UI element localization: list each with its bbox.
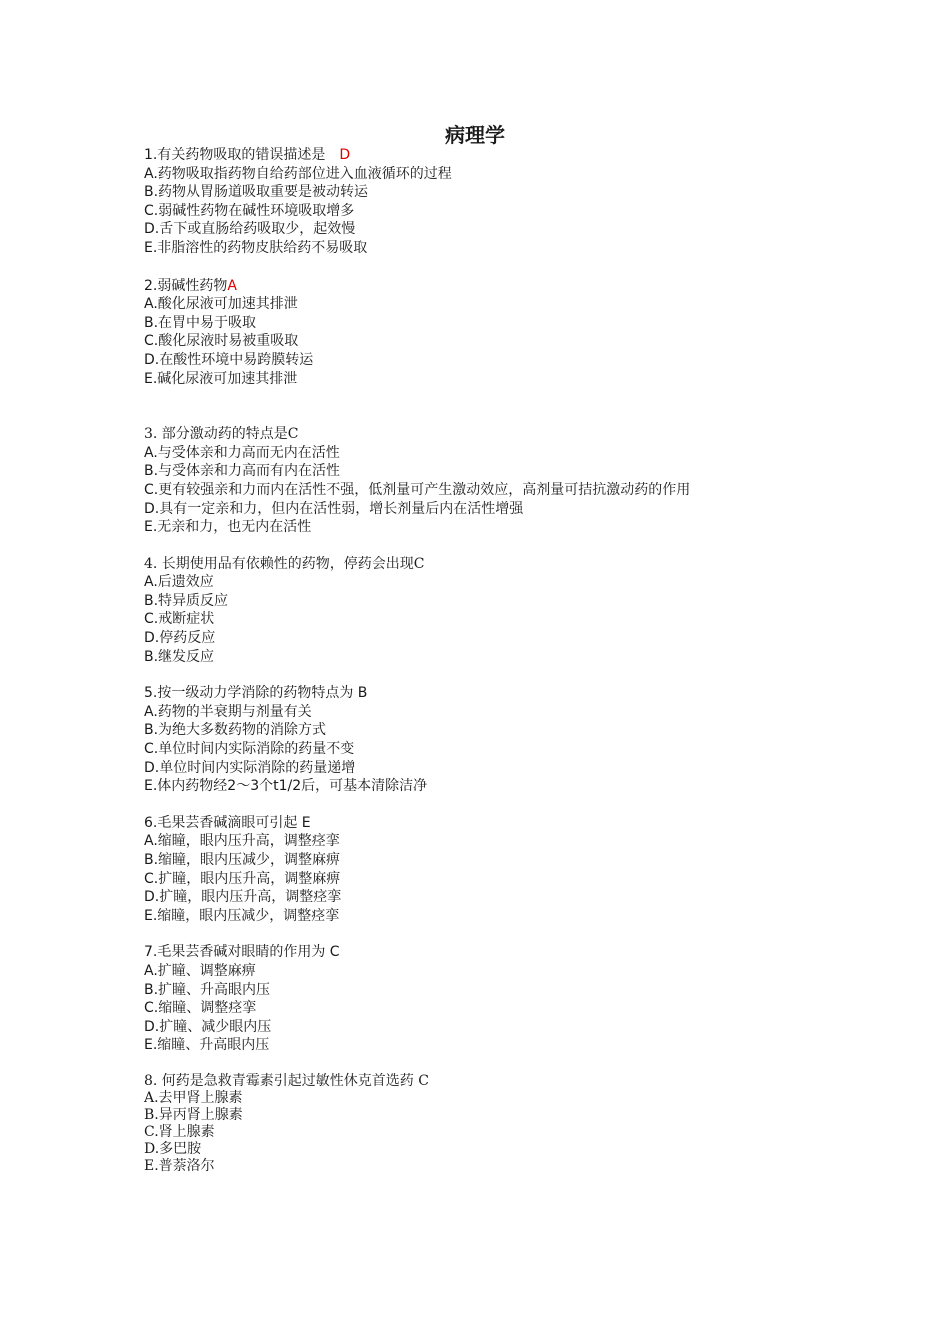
option: B.特异质反应 — [144, 592, 229, 609]
option: B.为绝大多数药物的消除方式 — [144, 722, 327, 739]
option: E.缩瞳，眼内压减少，调整痉挛 — [144, 907, 340, 924]
option: B.与受体亲和力高而有内在活性 — [144, 463, 341, 480]
option: D.单位时间内实际消除的药量递增 — [144, 759, 356, 776]
option: B.继发反应 — [144, 648, 215, 665]
option: C.单位时间内实际消除的药量不变 — [144, 741, 355, 758]
question-6 — [144, 814, 904, 926]
question-1 — [144, 146, 904, 258]
option: E.碱化尿液可加速其排泄 — [144, 370, 298, 387]
question-stem: 7.毛果芸香碱对眼睛的作用为 C — [144, 944, 340, 961]
option: B.在胃中易于吸取 — [144, 314, 257, 331]
option: D.扩瞳、减少眼内压 — [144, 1018, 272, 1035]
question-3 — [144, 425, 904, 537]
option: A.去甲肾上腺素 — [144, 1089, 243, 1106]
option: D.在酸性环境中易跨膜转运 — [144, 351, 314, 368]
answer-mark: D — [339, 147, 351, 163]
option: C.更有较强亲和力而内在活性不强，低剂量可产生激动效应，高剂量可拮抗激动药的作用 — [144, 481, 691, 498]
option: A.扩瞳、调整麻痹 — [144, 962, 256, 979]
option: C.肾上腺素 — [144, 1123, 215, 1140]
question-stem: 1.有关药物吸取的错误描述是 — [144, 147, 326, 163]
question-stem: 8. 何药是急救青霉素引起过敏性休克首选药 C — [144, 1072, 429, 1089]
option: D.具有一定亲和力，但内在活性弱，增长剂量后内在活性增强 — [144, 500, 524, 517]
question-5 — [144, 684, 904, 796]
option: E.无亲和力，也无内在活性 — [144, 519, 312, 536]
option: A.药物的半衰期与剂量有关 — [144, 703, 312, 720]
option: C.缩瞳、调整痉挛 — [144, 1000, 257, 1017]
option: A.后遗效应 — [144, 574, 214, 591]
question-list — [144, 146, 904, 1175]
option: A.酸化尿液可加速其排泄 — [144, 296, 298, 313]
option: A.缩瞳，眼内压升高，调整痉挛 — [144, 833, 340, 850]
answer-mark: A — [227, 277, 237, 294]
option: D.停药反应 — [144, 630, 216, 647]
option: D.多巴胺 — [144, 1140, 202, 1157]
question-8 — [144, 1073, 904, 1175]
option: C.弱碱性药物在碱性环境吸取增多 — [144, 202, 355, 219]
option: E.普萘洛尔 — [144, 1157, 215, 1174]
option: E.体内药物经2～3个t1/2后，可基本清除洁净 — [144, 778, 428, 795]
option: C.戒断症状 — [144, 611, 215, 628]
option: C.扩瞳，眼内压升高，调整麻痹 — [144, 870, 341, 887]
option: E.非脂溶性的药物皮肤给药不易吸取 — [144, 239, 368, 256]
question-2 — [144, 277, 904, 389]
option: E.缩瞳、升高眼内压 — [144, 1037, 270, 1054]
option: B.药物从胃肠道吸取重要是被动转运 — [144, 184, 369, 201]
option: C.酸化尿液时易被重吸取 — [144, 333, 299, 350]
option: B.扩瞳、升高眼内压 — [144, 981, 271, 998]
question-stem: 3. 部分激动药的特点是C — [144, 426, 299, 443]
question-stem: 4. 长期使用品有依赖性的药物，停药会出现C — [144, 555, 425, 572]
question-stem: 2.弱碱性药物 — [144, 277, 228, 294]
option: B.异丙肾上腺素 — [144, 1106, 243, 1123]
question-stem: 6.毛果芸香碱滴眼可引起 E — [144, 814, 311, 831]
page-title: 病理学 — [445, 123, 505, 147]
question-4 — [144, 555, 904, 667]
question-stem: 5.按一级动力学消除的药物特点为 B — [144, 685, 368, 702]
option: B.缩瞳，眼内压减少，调整麻痹 — [144, 852, 341, 868]
option: D.舌下或直肠给药吸取少，起效慢 — [144, 221, 356, 238]
option: D.扩瞳，眼内压升高，调整痉挛 — [144, 889, 342, 906]
question-7 — [144, 943, 904, 1055]
option: A.与受体亲和力高而无内在活性 — [144, 444, 340, 461]
option: A.药物吸取指药物自给药部位进入血液循环的过程 — [144, 165, 452, 182]
